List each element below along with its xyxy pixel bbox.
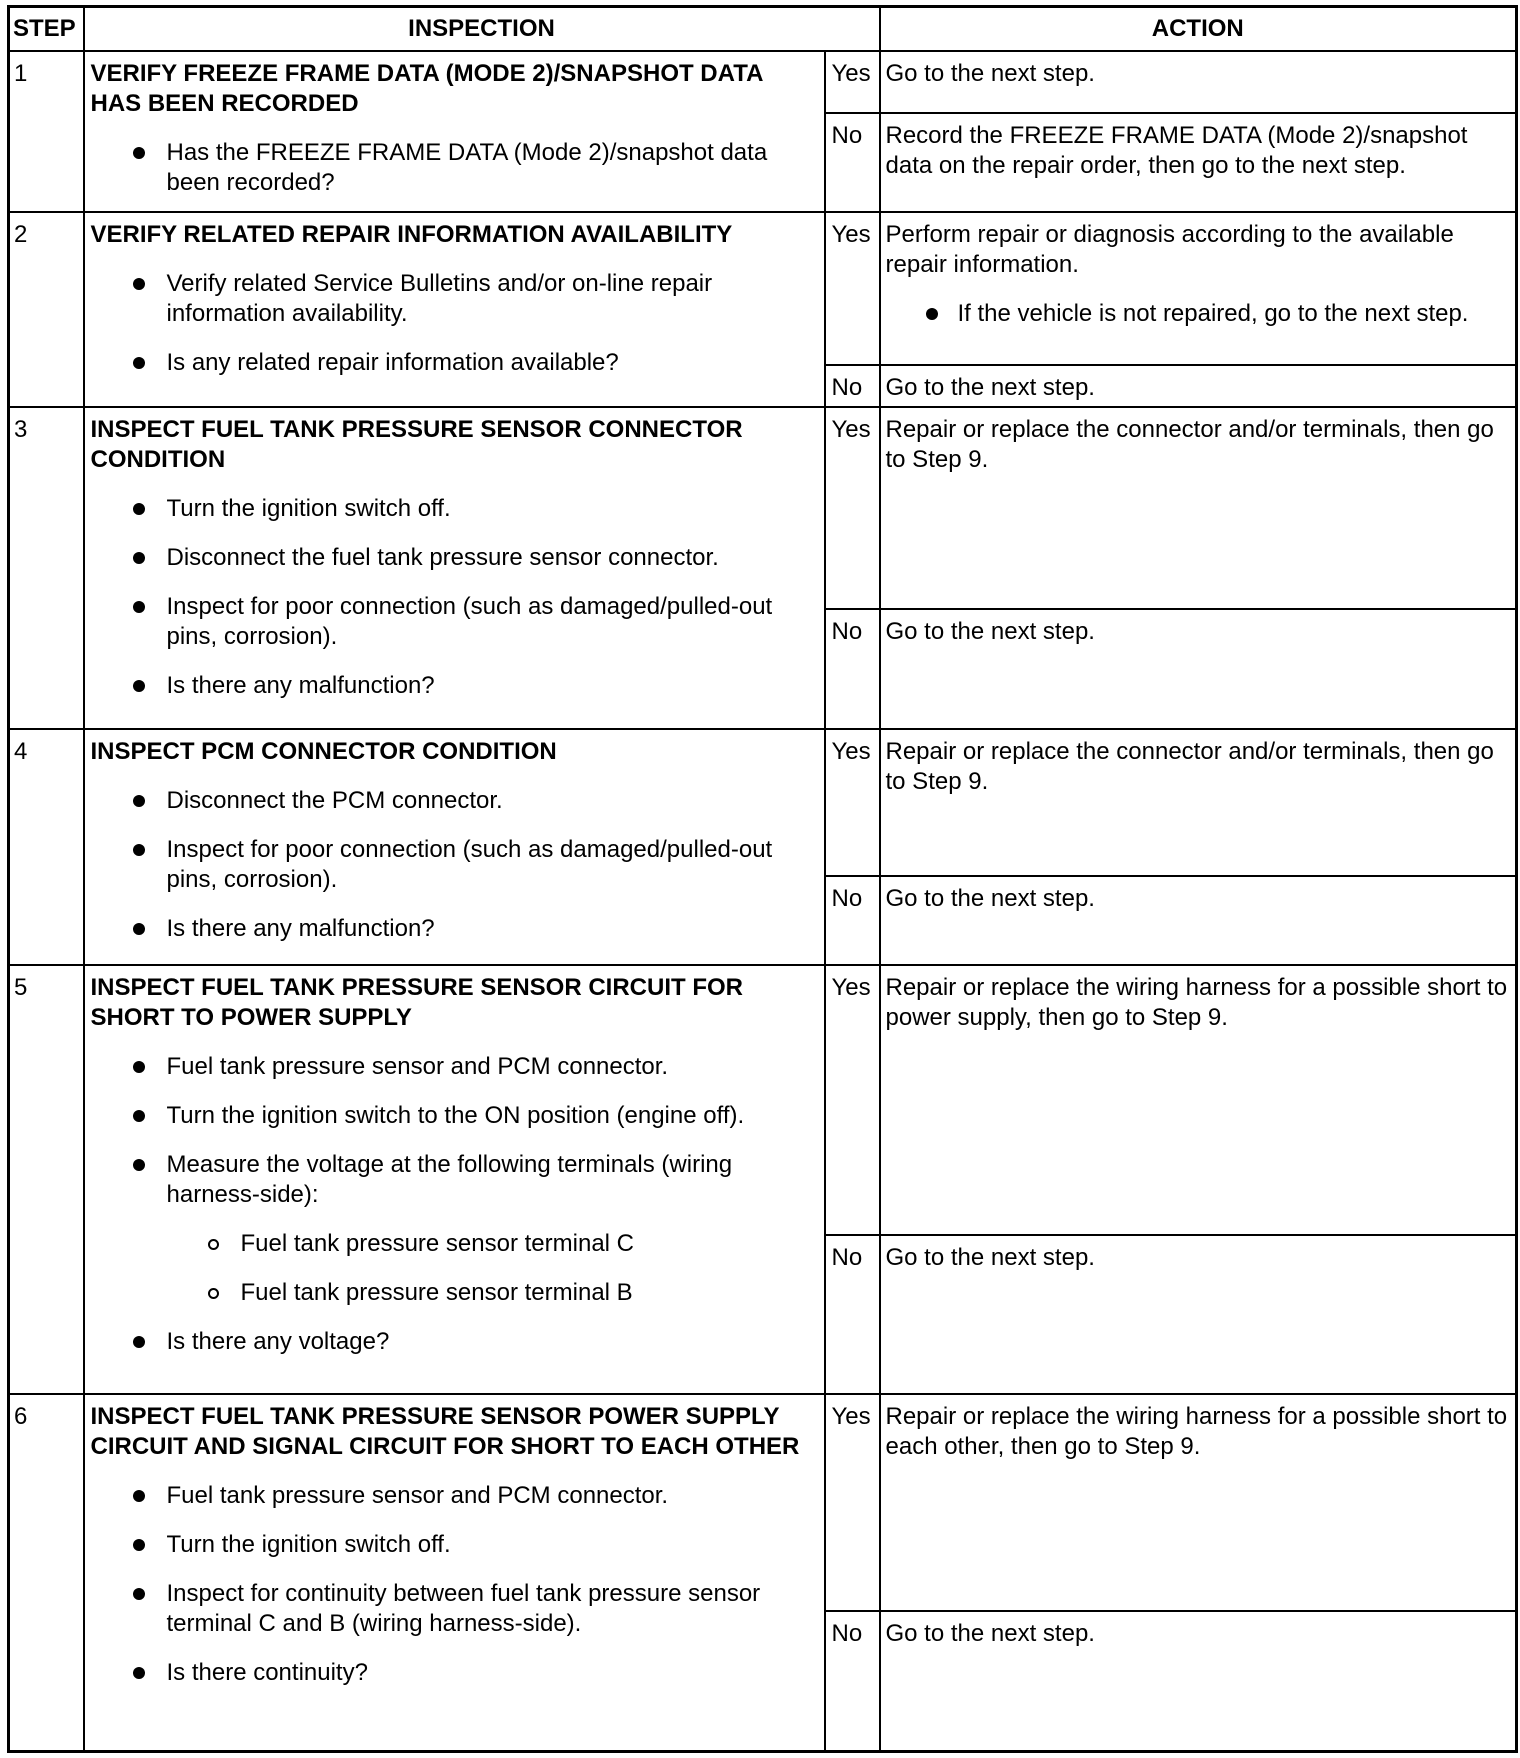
yes-action: Repair or replace the connector and/or terminals, then go to Step 9. — [880, 729, 1517, 876]
yes-label: Yes — [825, 51, 880, 113]
step-number: 5 — [9, 965, 84, 1394]
yes-label: Yes — [825, 965, 880, 1236]
table-row — [9, 1394, 1517, 1611]
table-row — [9, 51, 1517, 113]
step-number: 2 — [9, 212, 84, 407]
header-step: STEP — [9, 7, 84, 51]
step-inspection — [84, 729, 825, 965]
no-label: No — [825, 1235, 880, 1393]
yes-label: Yes — [825, 729, 880, 876]
step-number: 6 — [9, 1394, 84, 1752]
header-action: ACTION — [880, 7, 1517, 51]
no-action: Go to the next step. — [880, 1235, 1517, 1393]
bullet-item: Is there any malfunction? — [91, 671, 818, 701]
bullet-item: Is there any voltage? — [91, 1327, 818, 1357]
bullet-item: Turn the ignition switch to the ON position (engine off). — [91, 1101, 818, 1131]
bullet-item: Disconnect the fuel tank pressure sensor connector. — [91, 543, 818, 573]
yes-action: Go to the next step. — [880, 51, 1517, 113]
table-row — [9, 729, 1517, 876]
table-row — [9, 212, 1517, 365]
no-action: Record the FREEZE FRAME DATA (Mode 2)/snapshot data on the repair order, then go to the next step. — [880, 113, 1517, 212]
bullet-item: Disconnect the PCM connector. — [91, 786, 818, 816]
step-title: INSPECT PCM CONNECTOR CONDITION — [90, 738, 557, 766]
step-inspection — [84, 1394, 825, 1752]
yes-action: Perform repair or diagnosis according to the available repair information. — [885, 221, 1454, 279]
yes-action: Repair or replace the wiring harness for a possible short to each other, then go to Step 9. — [880, 1394, 1517, 1611]
step-title: INSPECT FUEL TANK PRESSURE SENSOR POWER SUPPLY CIRCUIT AND SIGNAL CIRCUIT FOR SHORT TO EACH OTHER — [90, 1402, 800, 1460]
bullet-item: Inspect for poor connection (such as damaged/pulled-out pins, corrosion). — [91, 835, 818, 895]
step-title: VERIFY RELATED REPAIR INFORMATION AVAILABILITY — [90, 221, 733, 249]
table-row — [9, 407, 1517, 609]
no-label: No — [825, 365, 880, 408]
no-action: Go to the next step. — [880, 876, 1517, 965]
bullet-item: Has the FREEZE FRAME DATA (Mode 2)/snapshot data been recorded? — [91, 138, 818, 198]
no-label: No — [825, 1611, 880, 1752]
step-title: INSPECT FUEL TANK PRESSURE SENSOR CONNECTOR CONDITION — [90, 416, 743, 474]
yes-label: Yes — [825, 1394, 880, 1611]
bullet-item: Is there continuity? — [91, 1658, 818, 1688]
table-row — [9, 965, 1517, 1236]
no-label: No — [825, 876, 880, 965]
sub-bullet-item: Fuel tank pressure sensor terminal B — [91, 1278, 818, 1308]
yes-label: Yes — [825, 212, 880, 365]
step-inspection — [84, 965, 825, 1394]
step-number: 3 — [9, 407, 84, 729]
bullet-item: Turn the ignition switch off. — [91, 494, 818, 524]
step-inspection — [84, 51, 825, 212]
bullet-item: Measure the voltage at the following terminals (wiring harness-side): — [91, 1150, 818, 1210]
step-inspection — [84, 212, 825, 407]
yes-action-cell — [880, 212, 1517, 365]
bullet-item: Inspect for continuity between fuel tank pressure sensor terminal C and B (wiring harness-side). — [91, 1579, 818, 1639]
step-title: INSPECT FUEL TANK PRESSURE SENSOR CIRCUIT FOR SHORT TO POWER SUPPLY — [90, 973, 743, 1031]
bullet-item: Fuel tank pressure sensor and PCM connector. — [91, 1481, 818, 1511]
step-title: VERIFY FREEZE FRAME DATA (MODE 2)/SNAPSHOT DATA HAS BEEN RECORDED — [90, 59, 763, 117]
step-number: 4 — [9, 729, 84, 965]
yes-action: Repair or replace the connector and/or terminals, then go to Step 9. — [880, 407, 1517, 609]
no-label: No — [825, 609, 880, 729]
no-action: Go to the next step. — [880, 365, 1517, 408]
bullet-item: Fuel tank pressure sensor and PCM connector. — [91, 1052, 818, 1082]
yes-label: Yes — [825, 407, 880, 609]
action-bullet-item: If the vehicle is not repaired, go to the next step. — [886, 299, 1512, 329]
bullet-item: Is any related repair information available? — [91, 348, 818, 378]
sub-bullet-item: Fuel tank pressure sensor terminal C — [91, 1229, 818, 1259]
no-action: Go to the next step. — [880, 1611, 1517, 1752]
diagnostic-procedure-table — [7, 5, 1518, 1753]
table-header-row — [9, 7, 1517, 51]
yes-action: Repair or replace the wiring harness for a possible short to power supply, then go to Step 9. — [880, 965, 1517, 1236]
step-number: 1 — [9, 51, 84, 212]
no-action: Go to the next step. — [880, 609, 1517, 729]
header-inspection: INSPECTION — [84, 7, 880, 51]
bullet-item: Is there any malfunction? — [91, 914, 818, 944]
no-label: No — [825, 113, 880, 212]
bullet-item: Verify related Service Bulletins and/or on-line repair information availability. — [91, 269, 818, 329]
bullet-item: Turn the ignition switch off. — [91, 1530, 818, 1560]
bullet-item: Inspect for poor connection (such as damaged/pulled-out pins, corrosion). — [91, 592, 818, 652]
step-inspection — [84, 407, 825, 729]
